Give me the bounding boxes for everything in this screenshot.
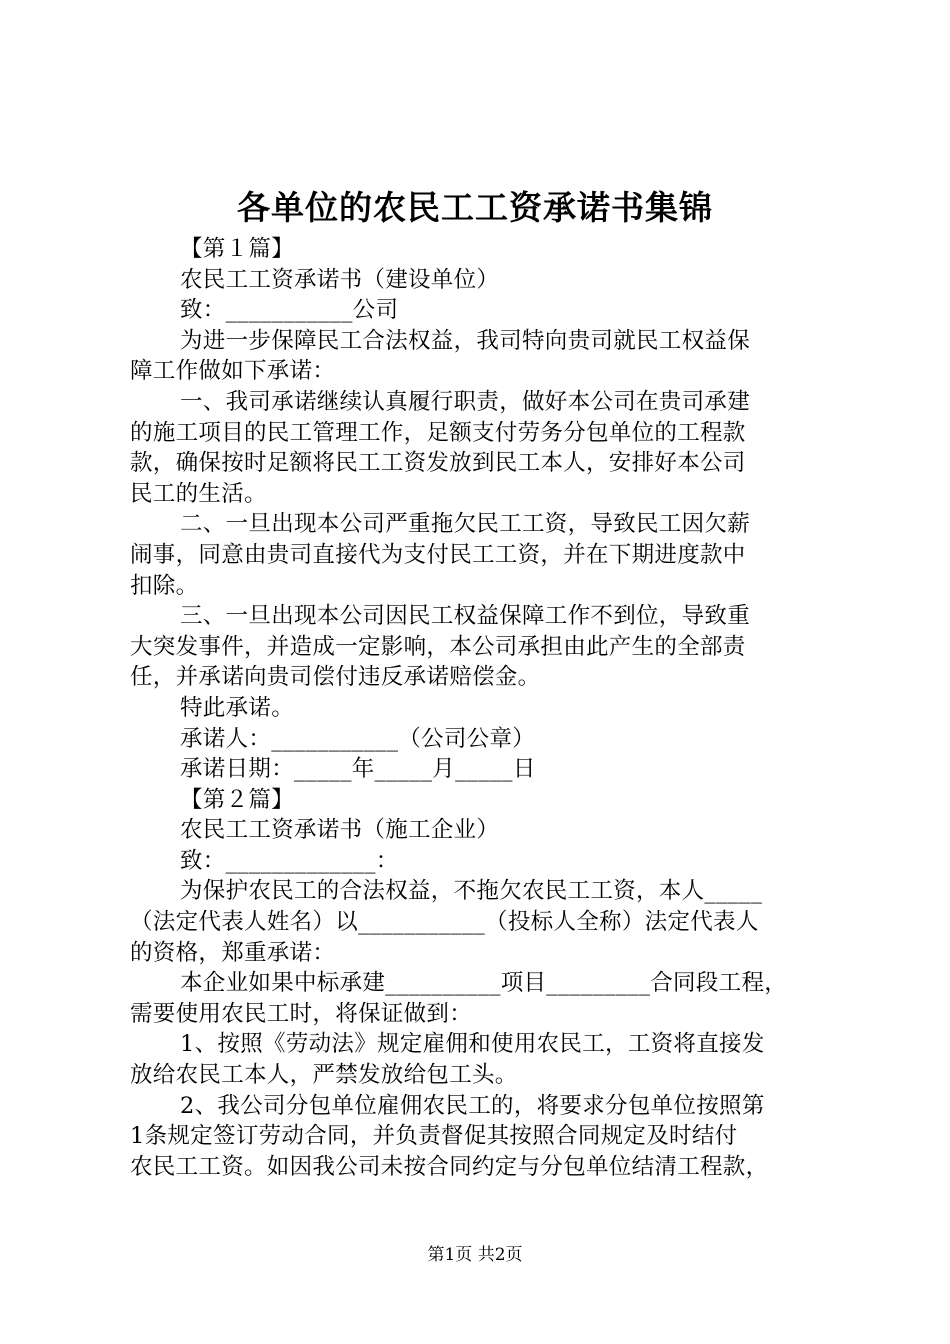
- body-line: 障工作做如下承诺：: [130, 358, 336, 385]
- body-line: 2、我公司分包单位雇佣农民工的，将要求分包单位按照第: [180, 1092, 765, 1119]
- body-line: 的资格，郑重承诺：: [130, 939, 336, 966]
- body-line: 任，并承诺向贵司偿付违反承诺赔偿金。: [130, 664, 541, 691]
- body-line: 三、一旦出现本公司因民工权益保障工作不到位，导致重: [180, 603, 751, 630]
- body-line: 1条规定签订劳动合同，并负责督促其按照合同规定及时结付: [130, 1123, 738, 1150]
- body-line: 本企业如果中标承建__________项目_________合同段工程，: [180, 970, 788, 997]
- body-line: 大突发事件，并造成一定影响，本公司承担由此产生的全部责: [130, 633, 746, 660]
- body-line: 为保护农民工的合法权益，不拖欠农民工工资，本人_____: [180, 878, 763, 905]
- body-line: 二、一旦出现本公司严重拖欠民工工资，导致民工因欠薪: [180, 511, 751, 538]
- body-line: 特此承诺。: [180, 694, 295, 721]
- body-line: 民工的生活。: [130, 480, 267, 507]
- body-line: 致：___________公司: [180, 297, 399, 324]
- body-line: 的施工项目的民工管理工作，足额支付劳务分包单位的工程款: [130, 419, 746, 446]
- body-line: 需要使用农民工时，将保证做到：: [130, 1000, 473, 1027]
- body-line: 承诺人：___________（公司公章）: [180, 725, 536, 752]
- body-line: 承诺日期：_____年_____月_____日: [180, 756, 536, 783]
- body-line: 1、按照《劳动法》规定雇佣和使用农民工，工资将直接发: [180, 1031, 765, 1058]
- body-line: 农民工工资承诺书（建设单位）: [180, 266, 500, 293]
- body-line: 闹事，同意由贵司直接代为支付民工工资，并在下期进度款中: [130, 541, 746, 568]
- body-line: 款，确保按时足额将民工工资发放到民工本人，安排好本公司: [130, 450, 746, 477]
- body-line: 致：_____________：: [180, 847, 399, 874]
- page-footer: 第1页 共2页: [427, 1245, 523, 1265]
- body-line: 农民工工资承诺书（施工企业）: [180, 817, 500, 844]
- document-title: 各单位的农民工工资承诺书集锦: [237, 188, 713, 227]
- body-line: 为进一步保障民工合法权益，我司特向贵司就民工权益保: [180, 327, 751, 354]
- body-line: （法定代表人姓名）以___________（投标人全称）法定代表人: [130, 909, 759, 936]
- document-body: [130, 234, 830, 1182]
- body-line: 扣除。: [130, 572, 199, 599]
- body-line: 放给农民工本人，严禁发放给包工头。: [130, 1062, 518, 1089]
- body-line: 一、我司承诺继续认真履行职责，做好本公司在贵司承建: [180, 388, 751, 415]
- body-line: 农民工工资。如因我公司未按合同约定与分包单位结清工程款，: [130, 1153, 769, 1180]
- body-line: 【第２篇】: [180, 786, 295, 813]
- body-line: 【第１篇】: [180, 236, 295, 262]
